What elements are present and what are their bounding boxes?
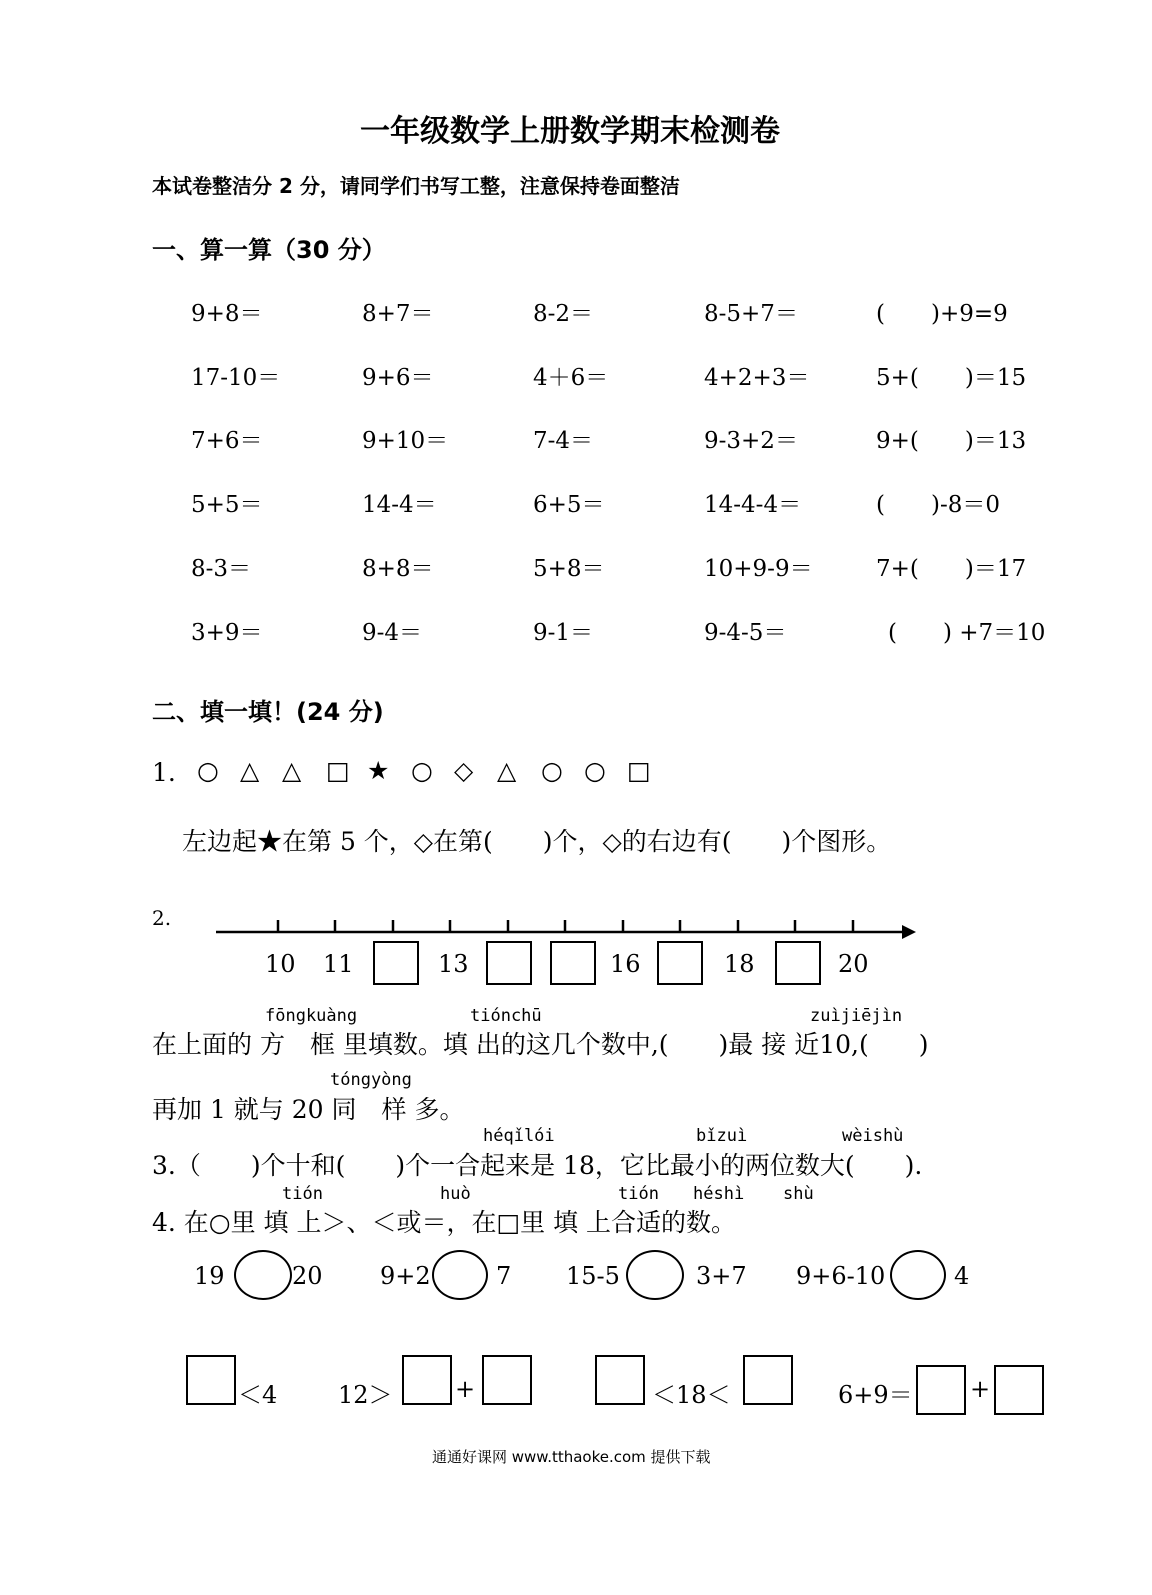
compare-right-4: 4 xyxy=(954,1262,970,1290)
pinyin-weishu: wèishù xyxy=(842,1126,904,1146)
pinyin-huo: huò xyxy=(440,1184,471,1204)
calc-item: 9-4＝ xyxy=(362,620,423,646)
circle-icon: ○ xyxy=(411,756,433,785)
calc-item: 5+8＝ xyxy=(533,556,605,582)
pinyin-zuijiejin: zuìjiējìn xyxy=(810,1006,903,1026)
triangle-icon: △ xyxy=(240,756,260,785)
calc-item: ( )+9=9 xyxy=(876,301,1008,327)
box-row-plus-1: + xyxy=(455,1375,476,1403)
pinyin-tian-2: tión xyxy=(618,1184,659,1204)
calc-item: 7+6＝ xyxy=(191,428,263,454)
box-row-lt4: ＜4 xyxy=(238,1381,278,1409)
q1-text: 左边起★在第 5 个，◇在第( )个，◇的右边有( )个图形。 xyxy=(182,827,892,856)
calc-item: 9-1＝ xyxy=(533,620,594,646)
circle-icon: ○ xyxy=(584,756,606,785)
pinyin-shu: shù xyxy=(783,1184,814,1204)
nl-label-10: 10 xyxy=(265,950,296,978)
compare-circle-1[interactable] xyxy=(234,1250,292,1300)
fill-box-2[interactable] xyxy=(402,1355,452,1405)
compare-left-2: 9+2 xyxy=(380,1262,431,1290)
calc-item: 3+9＝ xyxy=(191,620,263,646)
nl-label-11: 11 xyxy=(323,950,354,978)
arrow-head-icon xyxy=(902,925,916,939)
fill-box-4[interactable] xyxy=(595,1355,645,1405)
pinyin-tongyang: tóngyòng xyxy=(330,1070,412,1090)
pinyin-bizui: bǐzuì xyxy=(696,1126,748,1146)
box-row-12gt: 12＞ xyxy=(338,1381,393,1409)
compare-left-3: 15-5 xyxy=(566,1262,620,1290)
compare-right-2: 7 xyxy=(496,1262,512,1290)
box-row-lt18lt: ＜18＜ xyxy=(652,1381,731,1409)
square-icon: □ xyxy=(627,756,651,785)
nl-label-13: 13 xyxy=(438,950,469,978)
compare-right-1: 20 xyxy=(292,1262,323,1290)
fill-box-1[interactable] xyxy=(186,1355,236,1405)
fill-box-3[interactable] xyxy=(482,1355,532,1405)
calc-item: 4+2+3＝ xyxy=(704,365,810,391)
page-title: 一年级数学上册数学期末检测卷 xyxy=(360,114,780,149)
box-row-6plus9: 6+9＝ xyxy=(838,1381,913,1409)
calc-item: 9-3+2＝ xyxy=(704,428,798,454)
circle-icon: ○ xyxy=(541,756,563,785)
calc-item: 9-4-5＝ xyxy=(704,620,787,646)
triangle-icon: △ xyxy=(497,756,517,785)
number-line xyxy=(210,912,920,942)
pinyin-heshi: héshì xyxy=(693,1184,745,1204)
answer-box-12[interactable] xyxy=(373,941,419,985)
answer-box-17[interactable] xyxy=(657,941,703,985)
footer-source: 通通好课网 www.tthaoke.com 提供下载 xyxy=(432,1448,711,1466)
q3-text: 3.（ )个十和( )个一合起来是 18，它比最小的两位数大( ). xyxy=(152,1151,923,1180)
calc-item: 9+( )＝13 xyxy=(876,428,1027,454)
calc-item: 9+10＝ xyxy=(362,428,449,454)
calc-item: 6+5＝ xyxy=(533,492,605,518)
section-2-heading: 二、填一填！(24 分) xyxy=(152,698,384,726)
fill-box-6[interactable] xyxy=(916,1365,966,1415)
calc-item: 9+6＝ xyxy=(362,365,434,391)
pinyin-tianchu: tiónchū xyxy=(470,1006,542,1026)
q2-line-2: 再加 1 就与 20 同 样 多。 xyxy=(152,1095,465,1124)
compare-left-1: 19 xyxy=(194,1262,225,1290)
calc-item: 9+8＝ xyxy=(191,301,263,327)
calc-item: 10+9-9＝ xyxy=(704,556,813,582)
circle-icon: ○ xyxy=(197,756,219,785)
calc-item: 8-2＝ xyxy=(533,301,594,327)
calc-item: 7-4＝ xyxy=(533,428,594,454)
calc-item: ( ) +7＝10 xyxy=(888,620,1046,646)
pinyin-fangkuang: fōngkuàng xyxy=(265,1006,358,1026)
square-icon: □ xyxy=(326,756,350,785)
fill-box-5[interactable] xyxy=(743,1355,793,1405)
calc-item: 8-5+7＝ xyxy=(704,301,798,327)
calc-item: 8+8＝ xyxy=(362,556,434,582)
calc-item: 14-4＝ xyxy=(362,492,437,518)
fill-box-7[interactable] xyxy=(994,1365,1044,1415)
calc-item: 7+( )＝17 xyxy=(876,556,1027,582)
nl-label-16: 16 xyxy=(610,950,641,978)
calc-item: 14-4-4＝ xyxy=(704,492,802,518)
compare-right-3: 3+7 xyxy=(696,1262,747,1290)
compare-left-4: 9+6-10 xyxy=(796,1262,886,1290)
calc-item: 17-10＝ xyxy=(191,365,281,391)
calc-item: 5+( )＝15 xyxy=(876,365,1027,391)
nl-label-20: 20 xyxy=(838,950,869,978)
q2-number: 2. xyxy=(152,906,172,930)
calc-item: 8-3＝ xyxy=(191,556,252,582)
calc-item: 8+7＝ xyxy=(362,301,434,327)
box-row-plus-2: + xyxy=(970,1375,991,1403)
calc-item: ( )-8＝0 xyxy=(876,492,1000,518)
diamond-icon: ◇ xyxy=(454,756,474,785)
compare-circle-2[interactable] xyxy=(432,1250,488,1300)
answer-box-15[interactable] xyxy=(550,941,596,985)
star-icon: ★ xyxy=(367,756,390,785)
answer-box-14[interactable] xyxy=(486,941,532,985)
calc-item: 4＋6＝ xyxy=(533,365,609,391)
answer-box-19[interactable] xyxy=(775,941,821,985)
nl-label-18: 18 xyxy=(724,950,755,978)
q2-line-1: 在上面的 方 框 里填数。填 出的这几个数中,( )最 接 近10,( ) xyxy=(152,1030,929,1059)
exam-note: 本试卷整洁分 2 分，请同学们书写工整，注意保持卷面整洁 xyxy=(152,174,680,198)
q1-number: 1. xyxy=(152,758,176,787)
pinyin-heqilai: héqǐlói xyxy=(483,1126,555,1146)
section-1-heading: 一、算一算（30 分） xyxy=(152,236,386,264)
compare-circle-4[interactable] xyxy=(890,1250,946,1300)
pinyin-tian-1: tión xyxy=(282,1184,323,1204)
triangle-icon: △ xyxy=(282,756,302,785)
compare-circle-3[interactable] xyxy=(626,1250,684,1300)
q4-text: 4. 在○里 填 上＞、＜或＝，在□里 填 上合适的数。 xyxy=(152,1208,737,1237)
calc-item: 5+5＝ xyxy=(191,492,263,518)
